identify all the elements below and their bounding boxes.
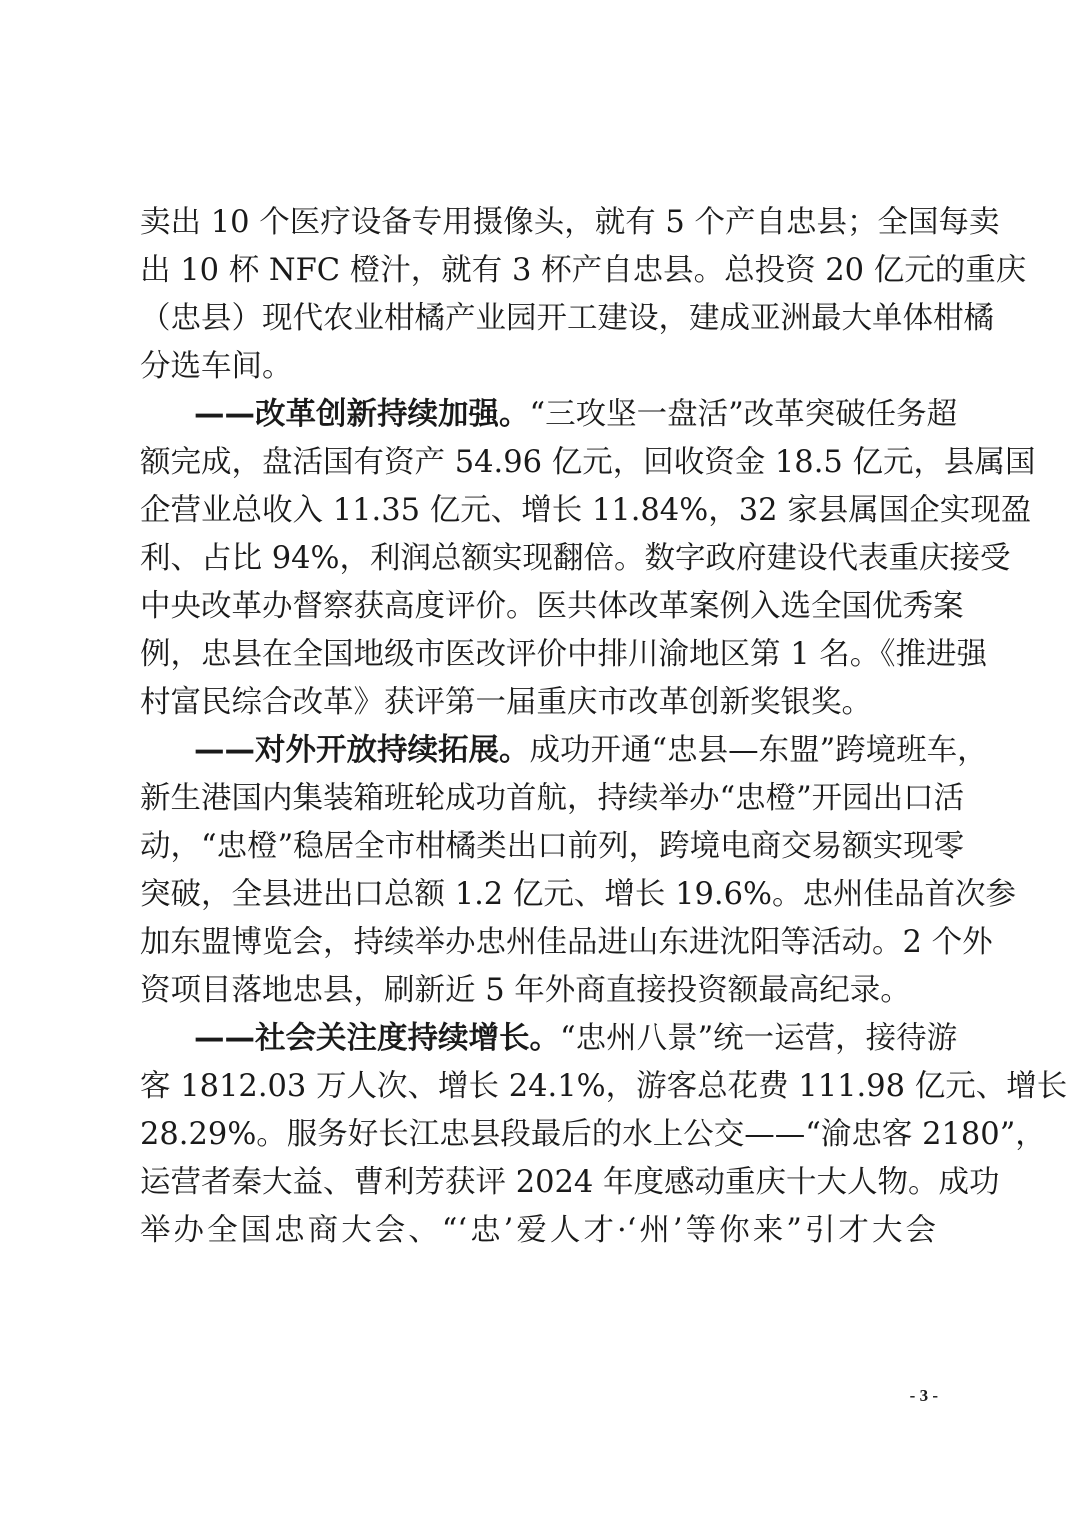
section-lead: ——社会关注度持续增长。 bbox=[194, 1021, 560, 1056]
text-run: “三攻坚一盘活”改革突破任务超 bbox=[529, 397, 958, 432]
text-line: 动，“忠橙”稳居全市柑橘类出口前列，跨境电商交易额实现零 bbox=[140, 829, 965, 864]
text-line: 中央改革办督察获高度评价。医共体改革案例入选全国优秀案 bbox=[140, 589, 964, 624]
text-line: 28.29%。服务好长江忠县段最后的水上公交——“渝忠客 2180”， bbox=[140, 1117, 1046, 1152]
text-line: 出 10 杯 NFC 橙汁，就有 3 杯产自忠县。总投资 20 亿元的重庆 bbox=[140, 253, 1027, 288]
text-line: 客 1812.03 万人次、增长 24.1%，游客总花费 111.98 亿元、增长 bbox=[140, 1069, 1068, 1104]
paragraph-first-line bbox=[140, 727, 988, 775]
text-line: 分选车间。 bbox=[140, 349, 293, 384]
text-line: 资项目落地忠县，刷新近 5 年外商直接投资额最高纪录。 bbox=[140, 973, 911, 1008]
text-line: 举办全国忠商大会、“‘忠’爱人才·‘州’等你来”引才大会 bbox=[140, 1213, 936, 1248]
paragraph-first-line bbox=[140, 391, 958, 439]
text-line: （忠县）现代农业柑橘产业园开工建设，建成亚洲最大单体柑橘 bbox=[140, 301, 994, 336]
body-text bbox=[140, 199, 1068, 1255]
text-line: 突破，全县进出口总额 1.2 亿元、增长 19.6%。忠州佳品首次参 bbox=[140, 877, 1016, 912]
text-line: 额完成，盘活国有资产 54.96 亿元，回收资金 18.5 亿元，县属国 bbox=[140, 445, 1036, 480]
text-line: 新生港国内集装箱班轮成功首航，持续举办“忠橙”开园出口活 bbox=[140, 781, 965, 816]
text-line: 村富民综合改革》获评第一届重庆市改革创新奖银奖。 bbox=[140, 685, 872, 720]
text-line: 卖出 10 个医疗设备专用摄像头，就有 5 个产自忠县；全国每卖 bbox=[140, 205, 1000, 240]
page-number: - 3 - bbox=[909, 1386, 938, 1405]
text-line: 加东盟博览会，持续举办忠州佳品进山东进沈阳等活动。2 个外 bbox=[140, 925, 993, 960]
text-line: 运营者秦大益、曹利芳获评 2024 年度感动重庆十大人物。成功 bbox=[140, 1165, 1000, 1200]
text-run: 成功开通“忠县—东盟”跨境班车， bbox=[529, 733, 988, 768]
text-line: 例，忠县在全国地级市医改评价中排川渝地区第 1 名。《推进强 bbox=[140, 637, 988, 672]
paragraph-first-line bbox=[140, 1015, 958, 1063]
text-line: 企营业总收入 11.35 亿元、增长 11.84%，32 家县属国企实现盈 bbox=[140, 493, 1032, 528]
text-line: 利、占比 94%，利润总额实现翻倍。数字政府建设代表重庆接受 bbox=[140, 541, 1011, 576]
section-lead: ——对外开放持续拓展。 bbox=[194, 733, 530, 768]
section-lead: ——改革创新持续加强。 bbox=[194, 397, 530, 432]
text-run: “忠州八景”统一运营，接待游 bbox=[560, 1021, 958, 1056]
